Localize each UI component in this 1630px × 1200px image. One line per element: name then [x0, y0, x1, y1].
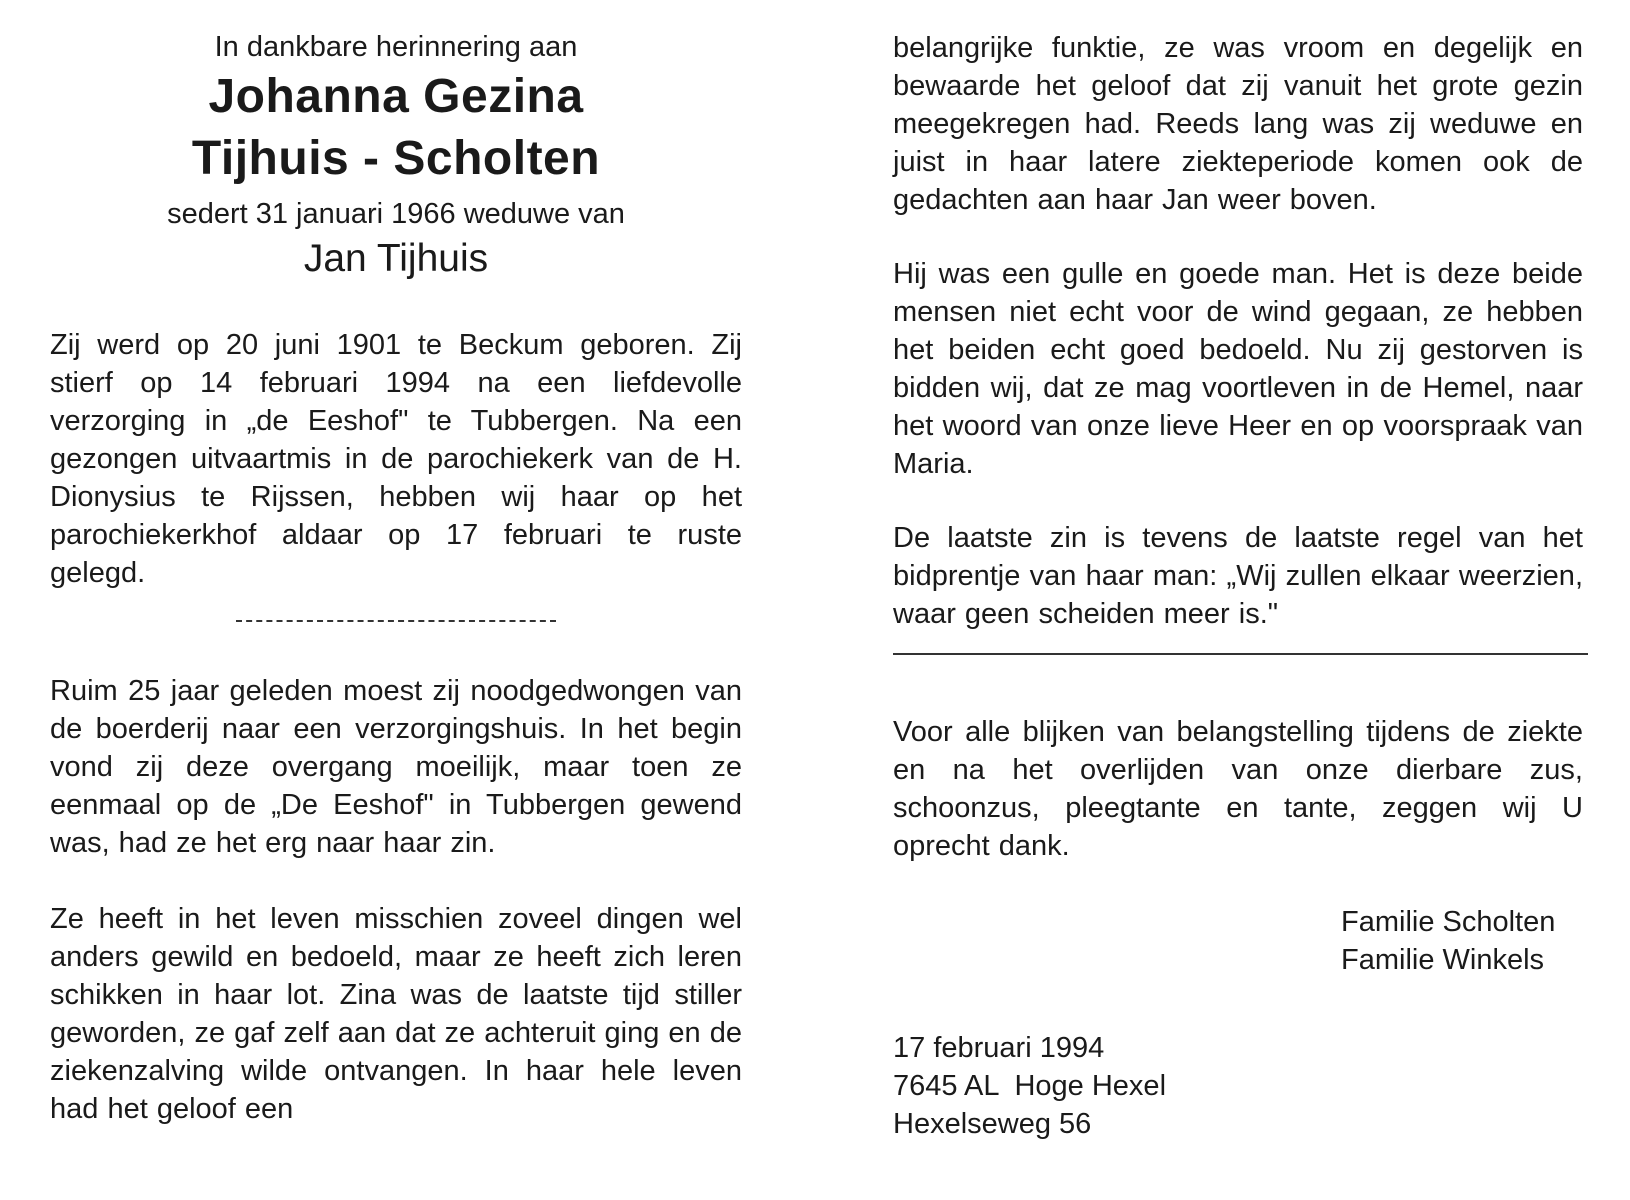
spouse-name: Jan Tijhuis — [303, 237, 489, 280]
paragraph-faith: belangrijke funktie, ze was vroom en degelijk en bewaarde het geloof dat zij vanuit het grote gezin meegekregen had. Reeds lang was zij weduwe en juist in haar latere ziekteperiode komen ook de gedachten aan haar Jan weer boven. — [893, 32, 1583, 216]
paragraph-birth-death: Zij werd op 20 juni 1901 te Beckum geboren. Zij stierf op 14 februari 1994 na een liefdevolle verzorging in „de Eeshof" te Tubbergen. Na een gezongen uitvaartmis in de parochiekerk van de H. Dionysius te Rijssen, hebben wij haar op het parochiekerkhof aldaar op 17 februari te ruste gelegd. — [50, 329, 742, 589]
name-line-2: Tijhuis - Scholten — [191, 132, 601, 185]
name-line-1: Johanna Gezina — [208, 70, 584, 123]
dashed-divider — [236, 620, 556, 622]
widow-since-line: sedert 31 januari 1966 weduwe van — [167, 198, 625, 230]
right-column — [893, 24, 1583, 1143]
paragraph-husband: Hij was een gulle en goede man. Het is deze beide mensen niet echt voor de wind gegaan, ze hebben het beiden echt goed bedoeld. Nu zij gestorven is bidden wij, dat ze mag voortleven in de Hemel, naar het woord van onze lieve Heer en op voorspraak van Maria. — [893, 258, 1583, 480]
footer-date: 17 februari 1994 — [893, 1032, 1105, 1064]
paragraph-last-line: De laatste zin is tevens de laatste regel van het bidprentje van haar man: „Wij zullen elkaar weerzien, waar geen scheiden meer is." — [893, 522, 1583, 630]
signature-line-1: Familie Scholten — [1341, 906, 1556, 938]
paragraph-life: Ze heeft in het leven misschien zoveel dingen wel anders gewild en bedoeld, maar ze heeft zich leren schikken in haar lot. Zina was de laatste tijd stiller geworden, ze gaf zelf aan dat ze achteruit ging en de ziekenzalving wilde ontvangen. In haar hele leven had het geloof een — [50, 903, 742, 1125]
intro-line: In dankbare herinnering aan — [214, 31, 578, 63]
footer-postcode-city: 7645 AL Hoge Hexel — [893, 1070, 1167, 1102]
address-block — [893, 1029, 1583, 1143]
family-signature — [1341, 903, 1583, 979]
paragraph-care-home: Ruim 25 jaar geleden moest zij noodgedwongen van de boerderij naar een verzorgingshuis. In het begin vond zij deze overgang moeilijk, maar toen ze eenmaal op de „De Eeshof" in Tubbergen gewend was, had ze het erg naar haar zin. — [50, 675, 742, 859]
footer-street: Hexelseweg 56 — [893, 1108, 1092, 1140]
card-heading — [50, 28, 742, 284]
left-column — [50, 24, 742, 1128]
signature-line-2: Familie Winkels — [1341, 944, 1545, 976]
solid-divider — [893, 653, 1588, 655]
paragraph-thanks: Voor alle blijken van belangstelling tijdens de ziekte en na het overlijden van onze dierbare zus, schoonzus, pleegtante en tante, zeggen wij U oprecht dank. — [893, 716, 1583, 862]
